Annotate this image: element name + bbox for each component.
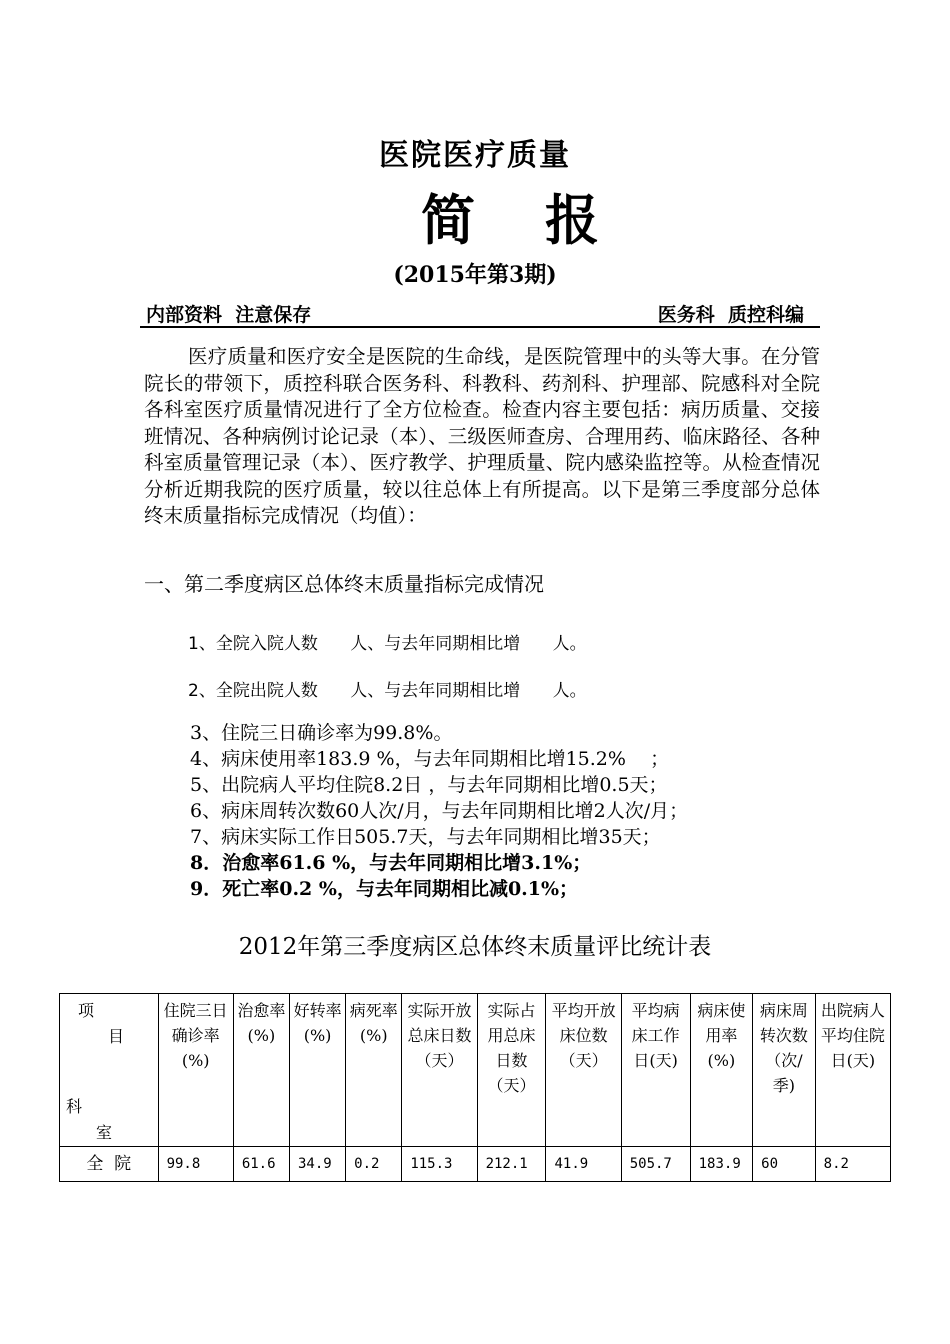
title-line-1: 医院医疗质量 xyxy=(379,138,571,173)
list-item: 7、病床实际工作日505.7天，与去年同期相比增35天； xyxy=(190,826,661,848)
value-cell: 60 xyxy=(753,1147,816,1182)
value-cell: 8.2 xyxy=(815,1147,890,1182)
issue-number: (2015年第3期) xyxy=(393,262,557,288)
list-item: 6、病床周转次数60人次/月，与去年同期相比增2人次/月； xyxy=(190,800,689,822)
header-cell: 病床使用率(%) xyxy=(690,994,753,1147)
list-item: 8．治愈率61.6 %，与去年同期相比增3.1%； xyxy=(190,852,592,874)
header-cell: 治愈率(%) xyxy=(233,994,289,1147)
list-item: 5、出院病人平均住院8.2日 ，与去年同期相比增0.5天； xyxy=(190,774,668,796)
row-label-cell: 全 院 xyxy=(60,1147,159,1182)
value-cell: 0.2 xyxy=(346,1147,402,1182)
list-item: 3、住院三日确诊率为99.8%。 xyxy=(190,722,453,744)
header-left: 内部资料 注意保存 xyxy=(146,304,312,326)
header-cell: 出院病人平均住院日(天) xyxy=(815,994,890,1147)
title-line-2: 简报 xyxy=(421,188,669,252)
corner-label-item: 目 xyxy=(108,1027,125,1046)
corner-header-cell xyxy=(60,994,159,1147)
list-item: 1、全院入院人数 人、与去年同期相比增 人。 xyxy=(188,634,587,654)
header-cell: 病床周转次数（次/季) xyxy=(753,994,816,1147)
value-cell: 99.8 xyxy=(158,1147,233,1182)
table-title: 2012年第三季度病区总体终末质量评比统计表 xyxy=(238,934,712,960)
value-cell: 61.6 xyxy=(233,1147,289,1182)
header-cell: 平均开放床位数（天） xyxy=(546,994,621,1147)
list-item: 9．死亡率0.2 %，与去年同期相比减0.1%； xyxy=(190,878,579,900)
table-row xyxy=(60,1147,891,1182)
header-cell: 实际占用总床日数（天） xyxy=(477,994,546,1147)
header-cell: 平均病床工作日(天) xyxy=(621,994,690,1147)
quality-stats-table xyxy=(59,993,891,1182)
value-cell: 212.1 xyxy=(477,1147,546,1182)
intro-paragraph: 医疗质量和医疗安全是医院的生命线，是医院管理中的头等大事。在分管院长的带领下，质控科联合医务科、科教科、药剂科、护理部、院感科对全院各科室医疗质量情况进行了全方位检查。检查内容主要包括：病历质量、交接班情况、各种病例讨论记录（本）、三级医师查房、合理用药、临床路径、各种科室质量管理记录（本）、医疗教学、护理质量、院内感染监控等。从检查情况分析近期我院的医疗质量，较以往总体上有所提高。以下是第三季度部分总体终末质量指标完成情况（均值）： xyxy=(144,345,820,527)
list-item: 2、全院出院人数 人、与去年同期相比增 人。 xyxy=(188,681,587,701)
list-item: 4、病床使用率183.9 %，与去年同期相比增15.2% ； xyxy=(190,748,670,770)
header-cell: 好转率(%) xyxy=(289,994,345,1147)
corner-label-item: 项 xyxy=(78,1001,95,1020)
value-cell: 183.9 xyxy=(690,1147,753,1182)
value-cell: 115.3 xyxy=(402,1147,477,1182)
header-cell: 病死率(%) xyxy=(346,994,402,1147)
header-line xyxy=(140,300,820,328)
value-cell: 505.7 xyxy=(621,1147,690,1182)
value-cell: 41.9 xyxy=(546,1147,621,1182)
section-heading: 一、第二季度病区总体终末质量指标完成情况 xyxy=(144,572,544,596)
corner-label-dept: 室 xyxy=(96,1123,113,1142)
header-right: 医务科 质控科编 xyxy=(657,304,804,326)
value-cell: 34.9 xyxy=(289,1147,345,1182)
header-cell: 实际开放总床日数（天） xyxy=(402,994,477,1147)
header-cell: 住院三日确诊率(%) xyxy=(158,994,233,1147)
corner-label-dept: 科 xyxy=(66,1097,83,1116)
table-header-row xyxy=(60,994,891,1147)
